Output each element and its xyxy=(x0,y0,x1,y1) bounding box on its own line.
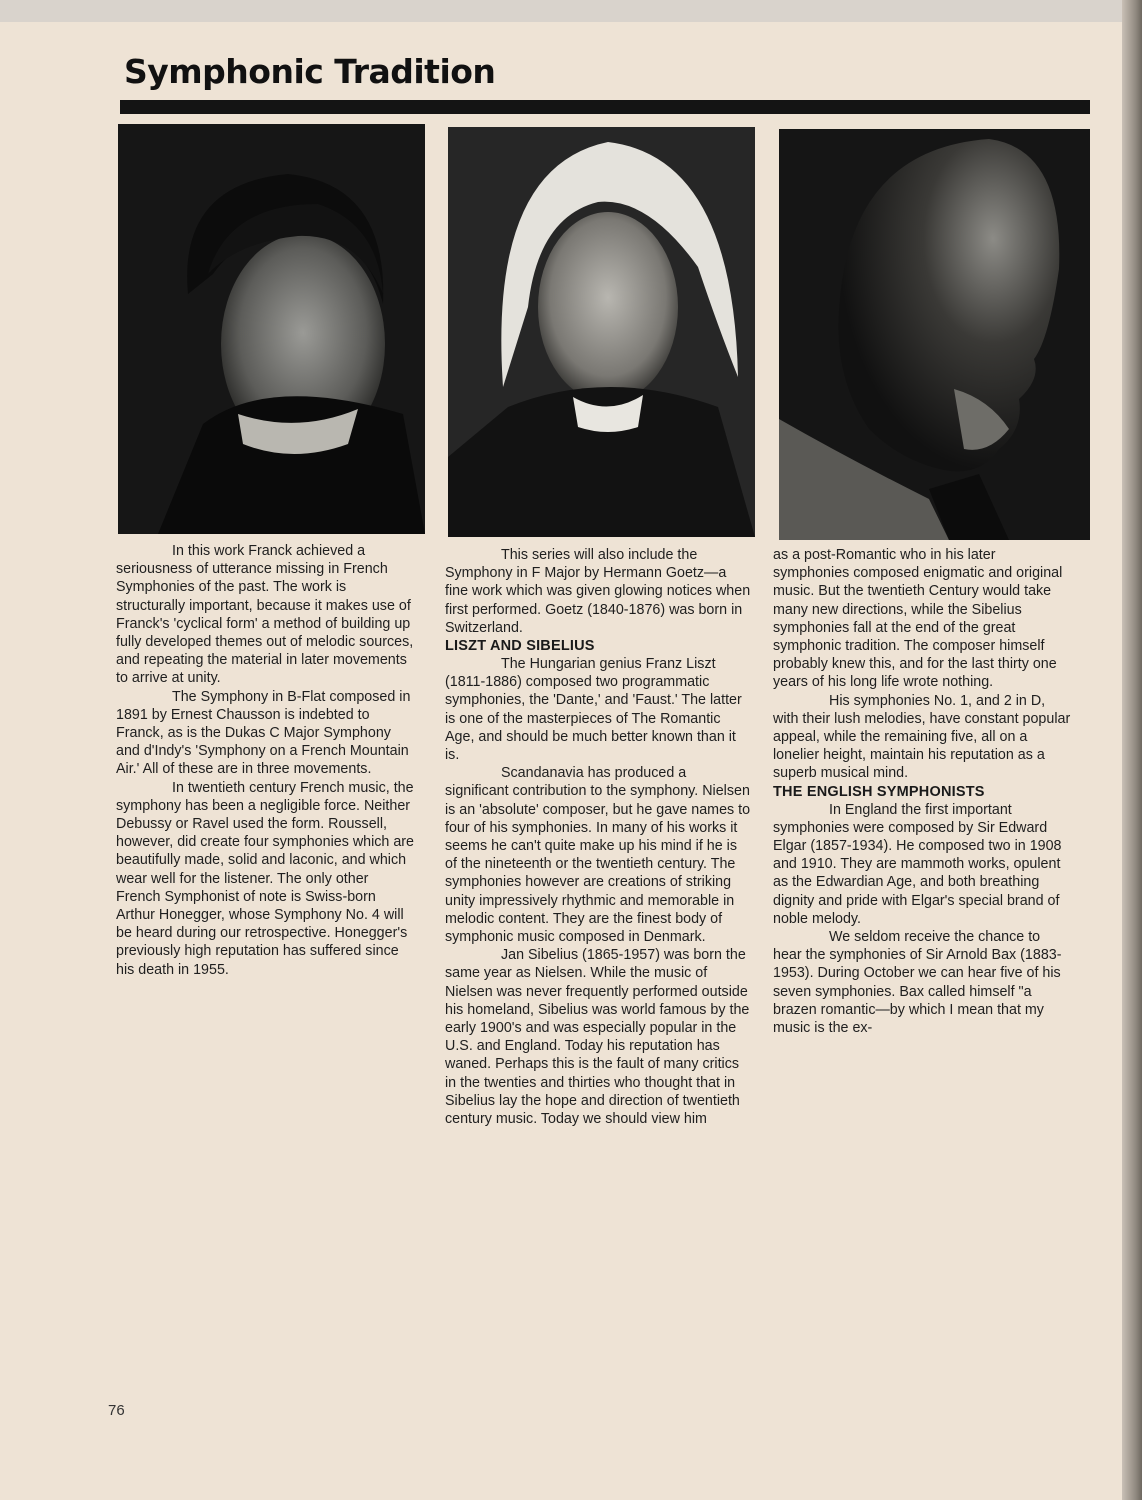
paragraph: Scandanavia has produced a significant contribution to the symphony. Nielsen is an 'absolute' composer, but he gave names to four of his symphonies. In many of his works it seems he can't quite make up his mind if he is of the nineteenth or the twentieth century. The symphonies however are creations of striking unity impressively rhythmic and memorable in melodic content. They are the finest body of symphonic music composed in Denmark. xyxy=(445,765,751,946)
paragraph: We seldom receive the chance to hear the symphonies of Sir Arnold Bax (1883-1953). During October we can hear five of his seven symphonies. Bax called himself "a brazen romantic—by which I mean that my music is the ex- xyxy=(773,929,1062,1037)
portrait-photo-1 xyxy=(118,124,425,534)
text-column-2 xyxy=(445,546,751,1128)
portrait-photo-3 xyxy=(779,129,1090,540)
paragraph: In this work Franck achieved a seriousness of utterance missing in French Symphonies of the past. The work is structurally important, because it makes use of Franck's 'cyclical form' a method of building up fully developed themes out of melodic sources, and repeating the material in later movements to arrive at unity. xyxy=(116,543,414,687)
text-column-1 xyxy=(116,542,416,979)
paragraph: His symphonies No. 1, and 2 in D, with their lush melodies, have constant popular appeal, while the remaining five, all on a lonelier height, maintain his reputation as a superb musical mind. xyxy=(773,692,1071,782)
paragraph: In twentieth century French music, the symphony has been a negligible force. Neither Debussy or Ravel used the form. Roussell, however, did create four symphonies which are beautifully made, solid and laconic, and which wear well for the listener. The only other French Symphonist of note is Swiss-born Arthur Honegger, whose Symphony No. 4 will be heard during our retrospective. Honegger's previously high reputation has suffered since his death in 1955. xyxy=(116,779,415,978)
text-column-3 xyxy=(773,546,1071,1037)
paragraph-continuation: as a post-Romantic who in his later symphonies composed enigmatic and original music. But the twentieth Century would take many new directions, while the Sibelius symphonies fall at the end of the great symphonic tradition. The composer himself probably knew this, and for the last thirty one years of his long life wrote nothing. xyxy=(773,547,1063,691)
paragraph: The Hungarian genius Franz Liszt (1811-1886) composed two programmatic symphonies, the 'Dante,' and 'Faust.' The latter is one of the masterpieces of The Romantic Age, and should be much better known than it is. xyxy=(445,656,742,764)
page-number: 76 xyxy=(108,1402,125,1419)
section-heading-english-symphonists: THE ENGLISH SYMPHONISTS xyxy=(773,783,985,800)
title-rule xyxy=(120,100,1090,114)
page-spine-shadow xyxy=(1122,0,1142,1500)
paragraph: The Symphony in B-Flat composed in 1891 by Ernest Chausson is indebted to Franck, as is the Dukas C Major Symphony and d'Indy's 'Symphony on a French Mountain Air.' All of these are in three movements. xyxy=(116,688,411,778)
section-heading-liszt-sibelius: LISZT AND SIBELIUS xyxy=(445,638,595,655)
paragraph: This series will also include the Symphony in F Major by Hermann Goetz—a fine work which was given glowing notices when first performed. Goetz (1840-1876) was born in Switzerland. xyxy=(445,547,751,636)
page-title: Symphonic Tradition xyxy=(124,52,496,91)
portrait-photo-2 xyxy=(448,127,755,537)
paragraph: Jan Sibelius (1865-1957) was born the same year as Nielsen. While the music of Nielsen was never frequently performed outside his homeland, Sibelius was world famous by the early 1900's and was especially popular in the U.S. and England. Today his reputation has waned. Perhaps this is the fault of many critics in the twenties and thirties who thought that in Sibelius lay the hope and direction of twentieth century music. Today we should view him xyxy=(445,947,750,1128)
paragraph: In England the first important symphonies were composed by Sir Edward Elgar (1857-1934). He composed two in 1908 and 1910. They are mammoth works, opulent as the Edwardian Age, and both breathing dignity and pride with Elgar's special brand of noble melody. xyxy=(773,801,1062,927)
